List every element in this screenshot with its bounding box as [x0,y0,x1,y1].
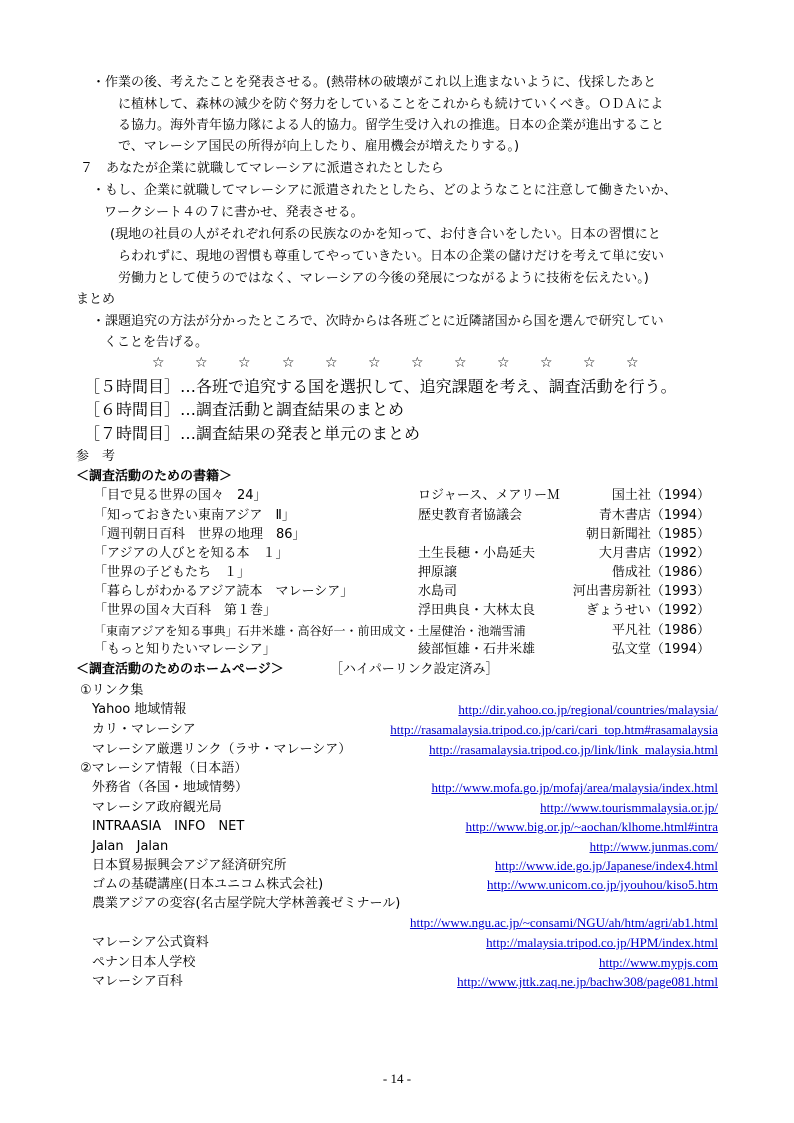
star-icon: ☆ [583,355,596,371]
link-name: INTRAASIA INFO NET [92,819,245,834]
star-icon: ☆ [626,355,639,371]
link-name: Yahoo 地域情報 [92,702,187,717]
link-name: 農業アジアの変容(名古屋学院大学林善義ゼミナール) [92,896,401,911]
book-title: 「週刊朝日百科 世界の地理 86」 [94,527,306,542]
intro-line-4: で、マレーシア国民の所得が向上したり、雇用機会が増えたりする。) [118,139,520,154]
star-icon: ☆ [325,355,338,371]
link-url[interactable] [457,973,718,991]
lesson-6: ［６時間目］…調査活動と調査結果のまとめ [84,400,405,419]
book-author: 水島司 [418,584,458,599]
section-7-line-3: (現地の社員の人がそれぞれ何系の民族なのかを知って、お付き合いをしたい。日本の習慣にと [110,227,661,242]
link-url[interactable] [590,838,718,856]
hyperlink[interactable]: http://www.tourismmalaysia.or.jp/ [540,800,718,815]
book-title: 「世界の国々大百科 第１巻」 [94,603,277,618]
book-publisher: ぎょうせい（1992） [585,603,710,618]
star-icon: ☆ [238,355,251,371]
hyperlink[interactable]: http://www.mypjs.com [598,955,718,970]
link-url[interactable] [429,741,718,759]
star-icon: ☆ [282,355,295,371]
hyperlink[interactable]: http://www.unicom.co.jp/jyouhou/kiso5.htm [487,877,718,892]
book-author: 浮田典良・大林太良 [418,603,536,618]
section-7-line-5: 労働力として使うのではなく、マレーシアの今後の発展につながるように技術を伝えたい。) [118,271,649,286]
section-7-line-4: らわれずに、現地の習慣も尊重してやっていきたい。日本の企業の儲けだけを考えて単に安い [118,249,665,264]
link-name: Jalan Jalan [92,839,169,854]
web-heading: ＜調査活動のためのホームページ＞ [76,662,284,677]
book-author: 土生長穂・小島延夫 [418,546,536,561]
link-name: ペナン日本人学校 [92,955,196,970]
book-author: 綾部恒雄・石井米雄 [418,642,536,657]
link-name: マレーシア政府観光局 [92,800,222,815]
link-name: 外務省（各国・地域情勢） [92,780,249,795]
link-name: マレーシア公式資料 [92,935,209,950]
link-url[interactable] [458,701,718,719]
book-title: 「暮らしがわかるアジア読本 マレーシア」 [94,584,354,599]
lesson-7: ［７時間目］…調査結果の発表と単元のまとめ [84,424,421,443]
reference-heading: 参 考 [76,449,116,464]
link-group-heading: ①リンク集 [80,683,144,698]
book-publisher: 偕成社（1986） [611,565,710,580]
book-author: 歴史教育者協議会 [418,508,523,523]
link-name: 日本貿易振興会アジア経済研究所 [92,858,287,873]
star-icon: ☆ [368,355,381,371]
hyperlink[interactable]: http://www.ide.go.jp/Japanese/index4.html [494,858,718,873]
book-title: 「知っておきたい東南アジア Ⅱ」 [94,508,295,523]
link-url[interactable] [540,799,718,817]
link-name: カリ・マレーシア [92,722,196,737]
hyperlink[interactable]: http://dir.yahoo.co.jp/regional/countries/malaysia/ [458,702,718,717]
link-url[interactable] [495,857,718,875]
intro-line-3: る協力。海外青年協力隊による人的協力。留学生受け入れの推進。日本の企業が進出すること [118,118,665,133]
link-url[interactable] [390,721,718,739]
section-7-line-1: ・もし、企業に就職してマレーシアに派遣されたとしたら、どのようなことに注意して働きたいか、 [92,183,677,198]
book-publisher: 大月書店（1992） [598,546,710,561]
link-url[interactable] [466,818,718,836]
book-author: ロジャース、メアリーＭ [418,488,560,503]
hyperlink[interactable]: http://www.jttk.zaq.ne.jp/bachw308/page081.html [457,974,718,989]
hyperlink[interactable]: http://www.mofa.go.jp/mofaj/area/malaysia/index.html [431,780,718,795]
link-url[interactable] [599,954,718,972]
hyperlink[interactable]: http://www.big.or.jp/~aochan/klhome.html#intra [465,819,718,834]
hyperlink[interactable]: http://rasamalaysia.tripod.co.jp/link/link_malaysia.html [429,742,718,757]
book-author: 押原譲 [418,565,458,580]
link-url[interactable] [486,934,718,952]
link-url[interactable] [410,914,718,932]
section-7-line-2: ワークシート４の７に書かせ、発表させる。 [104,205,364,220]
hyperlink-note: ［ハイパーリンク設定済み］ [330,662,499,677]
book-publisher: 国土社（1994） [611,488,710,503]
hyperlink[interactable]: http://www.ngu.ac.jp/~consami/NGU/ah/htm/agri/ab1.html [409,915,718,930]
page-number: - 14 - [382,1071,412,1086]
book-publisher: 平凡社（1986） [611,623,710,638]
book-publisher: 河出書房新社（1993） [572,584,710,599]
book-publisher: 青木書店（1994） [598,508,710,523]
link-name: マレーシア厳選リンク（ラサ・マレーシア） [92,742,352,757]
book-title: 「目で見る世界の国々 24」 [94,488,267,503]
star-icon: ☆ [497,355,510,371]
summary-heading: まとめ [76,292,116,307]
intro-line-2: に植林して、森林の減少を防ぐ努力をしていることをこれからも続けていくべき。ＯＤＡによ [118,97,664,112]
summary-line-2: くことを告げる。 [104,335,209,350]
book-publisher: 弘文堂（1994） [611,642,710,657]
link-group-heading: ②マレーシア情報（日本語） [80,761,248,776]
star-icon: ☆ [454,355,467,371]
book-title: 「世界の子どもたち １」 [94,565,251,580]
intro-line-1: ・作業の後、考えたことを発表させる。(熱帯林の破壊がこれ以上進まないように、伐採したあと [92,75,657,90]
book-publisher: 朝日新聞社（1985） [585,527,710,542]
book-title: 「もっと知りたいマレーシア」 [94,642,276,657]
link-name: ゴムの基礎講座(日本ユニコム株式会社) [92,877,324,892]
link-url[interactable] [431,779,718,797]
link-url[interactable] [487,876,718,894]
book-title: 「アジアの人びとを知る本 １」 [94,546,289,561]
hyperlink[interactable]: http://www.junmas.com/ [589,839,718,854]
lesson-5: ［５時間目］…各班で追究する国を選択して、追究課題を考え、調査活動を行う。 [84,377,677,396]
star-icon: ☆ [195,355,208,371]
link-name: マレーシア百科 [92,974,183,989]
book-title: 「東南アジアを知る事典」石井米雄・高谷好一・前田成文・土屋健治・池端雪浦 [94,624,526,638]
summary-line-1: ・課題追究の方法が分かったところで、次時からは各班ごとに近隣諸国から国を選んで研究してい [92,314,664,329]
hyperlink[interactable]: http://rasamalaysia.tripod.co.jp/cari/cari_top.htm#rasamalaysia [390,722,718,737]
hyperlink[interactable]: http://malaysia.tripod.co.jp/HPM/index.html [486,935,718,950]
star-icon: ☆ [540,355,553,371]
section-7-heading: ７ あなたが企業に就職してマレーシアに派遣されたとしたら [80,161,444,176]
star-icon: ☆ [411,355,424,371]
star-icon: ☆ [152,355,165,371]
books-heading: ＜調査活動のための書籍＞ [76,469,233,484]
